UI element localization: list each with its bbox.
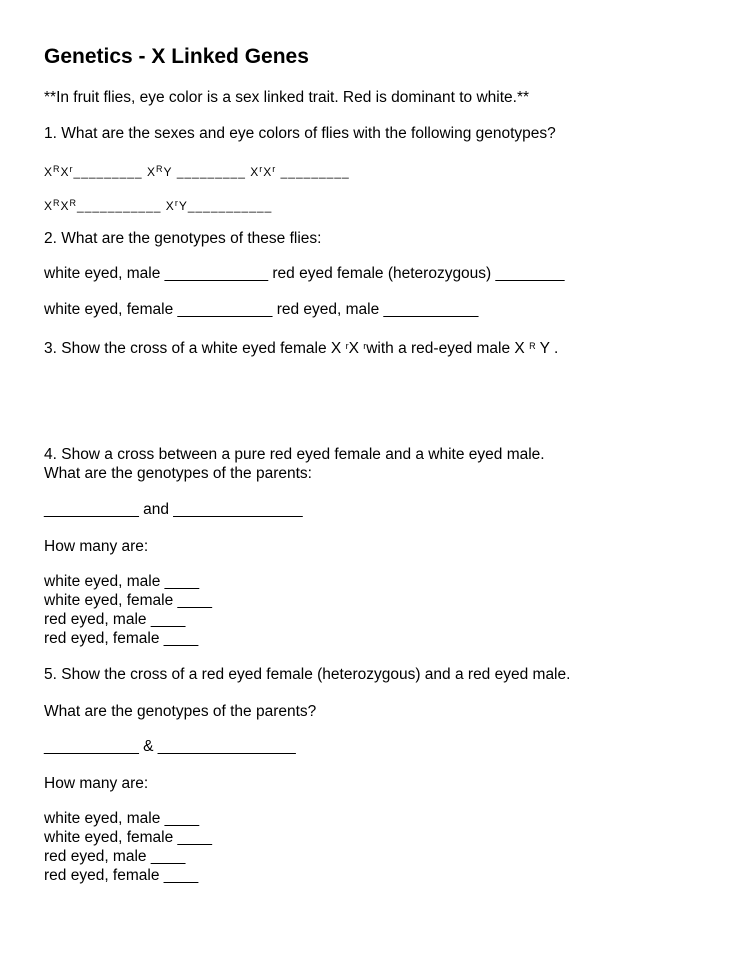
q4-count-item[interactable]: white eyed, female ____ (44, 592, 213, 609)
q4-count-item[interactable]: red eyed, male ____ (44, 611, 186, 628)
q5-count-item[interactable]: white eyed, female ____ (44, 829, 213, 846)
q2-white-male[interactable]: white eyed, male ____________ (44, 265, 269, 282)
q4-parents-line[interactable]: ___________ and _______________ (44, 501, 303, 518)
q1-genotype-row-1 (44, 160, 350, 182)
q1-genotype: $X^rX^r$ _________ (250, 164, 350, 179)
q2-line-2 (44, 300, 478, 319)
intro-note: **In fruit flies, eye color is a sex linked trait. Red is dominant to white.** (44, 89, 530, 106)
q4-how-many: How many are: (44, 538, 149, 555)
q2-prompt: 2. What are the genotypes of these flies: (44, 230, 322, 247)
q2-red-male[interactable]: red eyed, male ___________ (276, 301, 479, 318)
q5-parents-line[interactable]: ___________ & ________________ (44, 738, 296, 755)
answer-blank[interactable]: ___________ (77, 199, 162, 213)
q2-line-1 (44, 264, 564, 283)
answer-blank[interactable]: _________ (176, 165, 246, 179)
q5-parents-prompt: What are the genotypes of the parents? (44, 703, 317, 720)
q1-genotype: $X^RX^r\_\_\_\_\_\_\_\_\_$ (44, 164, 143, 179)
q5-how-many: How many are: (44, 775, 149, 792)
answer-blank[interactable]: _________ (280, 165, 350, 179)
q4-prompt-1: 4. Show a cross between a pure red eyed female and a white eyed male. (44, 446, 545, 463)
q4-count-item[interactable]: red eyed, female ____ (44, 630, 199, 647)
answer-blank[interactable]: ___________ (187, 199, 273, 213)
q4-count-item[interactable]: white eyed, male ____ (44, 573, 200, 590)
q2-white-female[interactable]: white eyed, female ___________ (44, 301, 273, 318)
q1-genotype: $X^RY$ _________ (146, 164, 246, 179)
page-title: Genetics - X Linked Genes (44, 45, 309, 68)
q1-genotype-row-2 (44, 194, 272, 216)
answer-blank[interactable]: _________ (73, 165, 143, 179)
q1-genotype: $X^rY\_\_\_\_\_\_\_\_\_\_\_$ (165, 198, 273, 213)
q5-count-item[interactable]: red eyed, female ____ (44, 867, 199, 884)
q5-count-item[interactable]: red eyed, male ____ (44, 848, 186, 865)
q2-red-female-het[interactable]: red eyed female (heterozygous) ________ (272, 265, 565, 282)
q3-prompt: 3. Show the cross of a white eyed female X $^r$X $^r$with a red-eyed male X $^R$ Y . (44, 340, 559, 357)
q1-prompt: 1. What are the sexes and eye colors of flies with the following genotypes? (44, 125, 556, 142)
q5-count-item[interactable]: white eyed, male ____ (44, 810, 200, 827)
q5-prompt: 5. Show the cross of a red eyed female (heterozygous) and a red eyed male. (44, 666, 571, 683)
q4-prompt-2: What are the genotypes of the parents: (44, 465, 312, 482)
q1-genotype: $X^RX^R\_\_\_\_\_\_\_\_\_\_\_$ (44, 198, 162, 213)
